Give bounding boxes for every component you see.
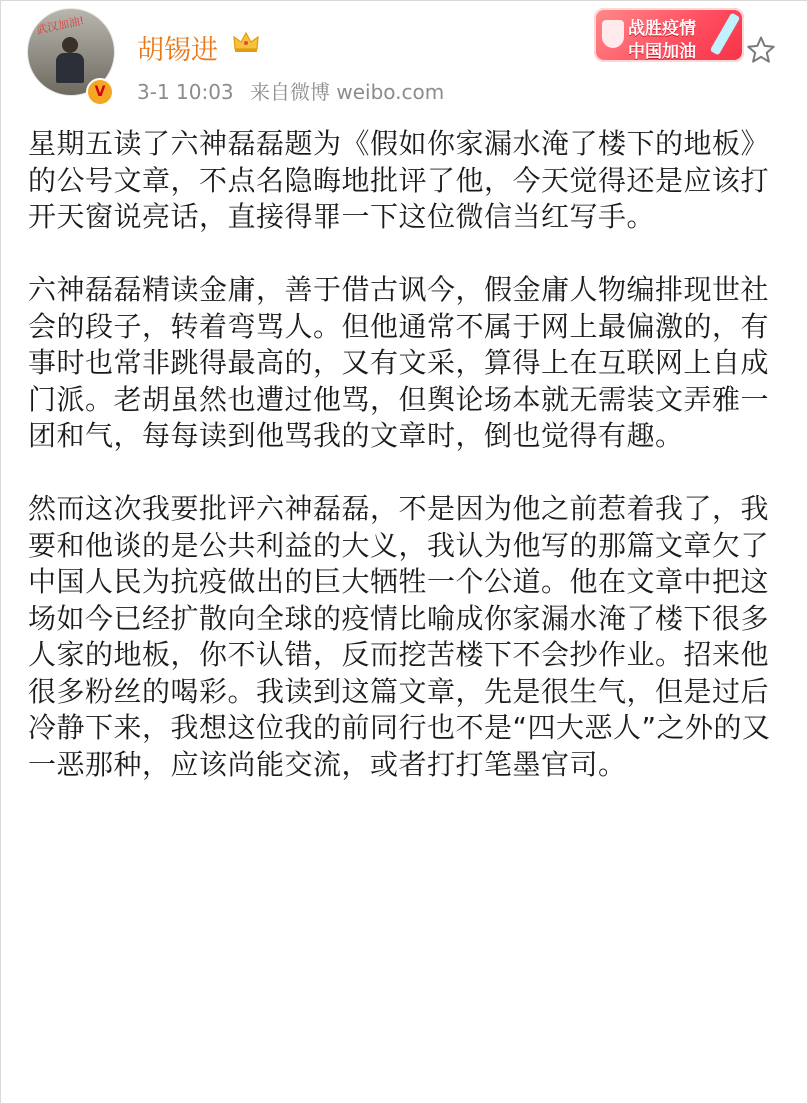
username[interactable]: 胡锡进 (137, 35, 218, 66)
post-source: 来自微博 weibo.com (250, 80, 445, 104)
campaign-badge-line1: 战胜疫情 (628, 19, 696, 39)
crown-icon (232, 30, 260, 54)
avatar-caption: 武汉加油! (35, 14, 86, 37)
campaign-badge-line2: 中国加油 (628, 42, 696, 62)
campaign-badge[interactable] (594, 8, 744, 62)
post-paragraph: 然而这次我要批评六神磊磊，不是因为他之前惹着我了，我要和他谈的是公共利益的大义，我认为他写的那篇文章欠了中国人民为抗疫做出的巨大牺牲一个公道。他在文章中把这场如今已经扩散向全球的疫情比喻成你家漏水淹了楼下很多人家的地板，你不认错，反而挖苦楼下不会抄作业。招来他很多粉丝的喝彩。我读到这篇文章，先是很生气，但是过后冷静下来，我想这位我的前同行也不是“四大恶人”之外的又一恶那种，应该尚能交流，或者打打笔墨官司。 (28, 492, 771, 781)
post-header (0, 0, 808, 120)
syringe-icon (710, 12, 741, 55)
shield-icon (602, 20, 624, 48)
star-outline-icon[interactable] (746, 35, 776, 65)
verified-badge-icon: V (86, 78, 114, 106)
post-body (28, 126, 778, 783)
post-meta (137, 76, 444, 105)
post-paragraph: 星期五读了六神磊磊题为《假如你家漏水淹了楼下的地板》的公号文章，不点名隐晦地批评了他，今天觉得还是应该打开天窗说亮话，直接得罪一下这位微信当红写手。 (28, 127, 770, 233)
post-paragraph: 六神磊磊精读金庸，善于借古讽今，假金庸人物编排现世社会的段子，转着弯骂人。但他通常不属于网上最偏激的，有事时也常非跳得最高的，又有文采，算得上在互联网上自成门派。老胡虽然也遭过他骂，但舆论场本就无需装文弄雅一团和气，每每读到他骂我的文章时，倒也觉得有趣。 (28, 273, 770, 452)
avatar-person-body (56, 53, 84, 83)
post-time[interactable]: 3-1 10:03 (137, 80, 234, 104)
avatar-person-head (62, 37, 78, 53)
